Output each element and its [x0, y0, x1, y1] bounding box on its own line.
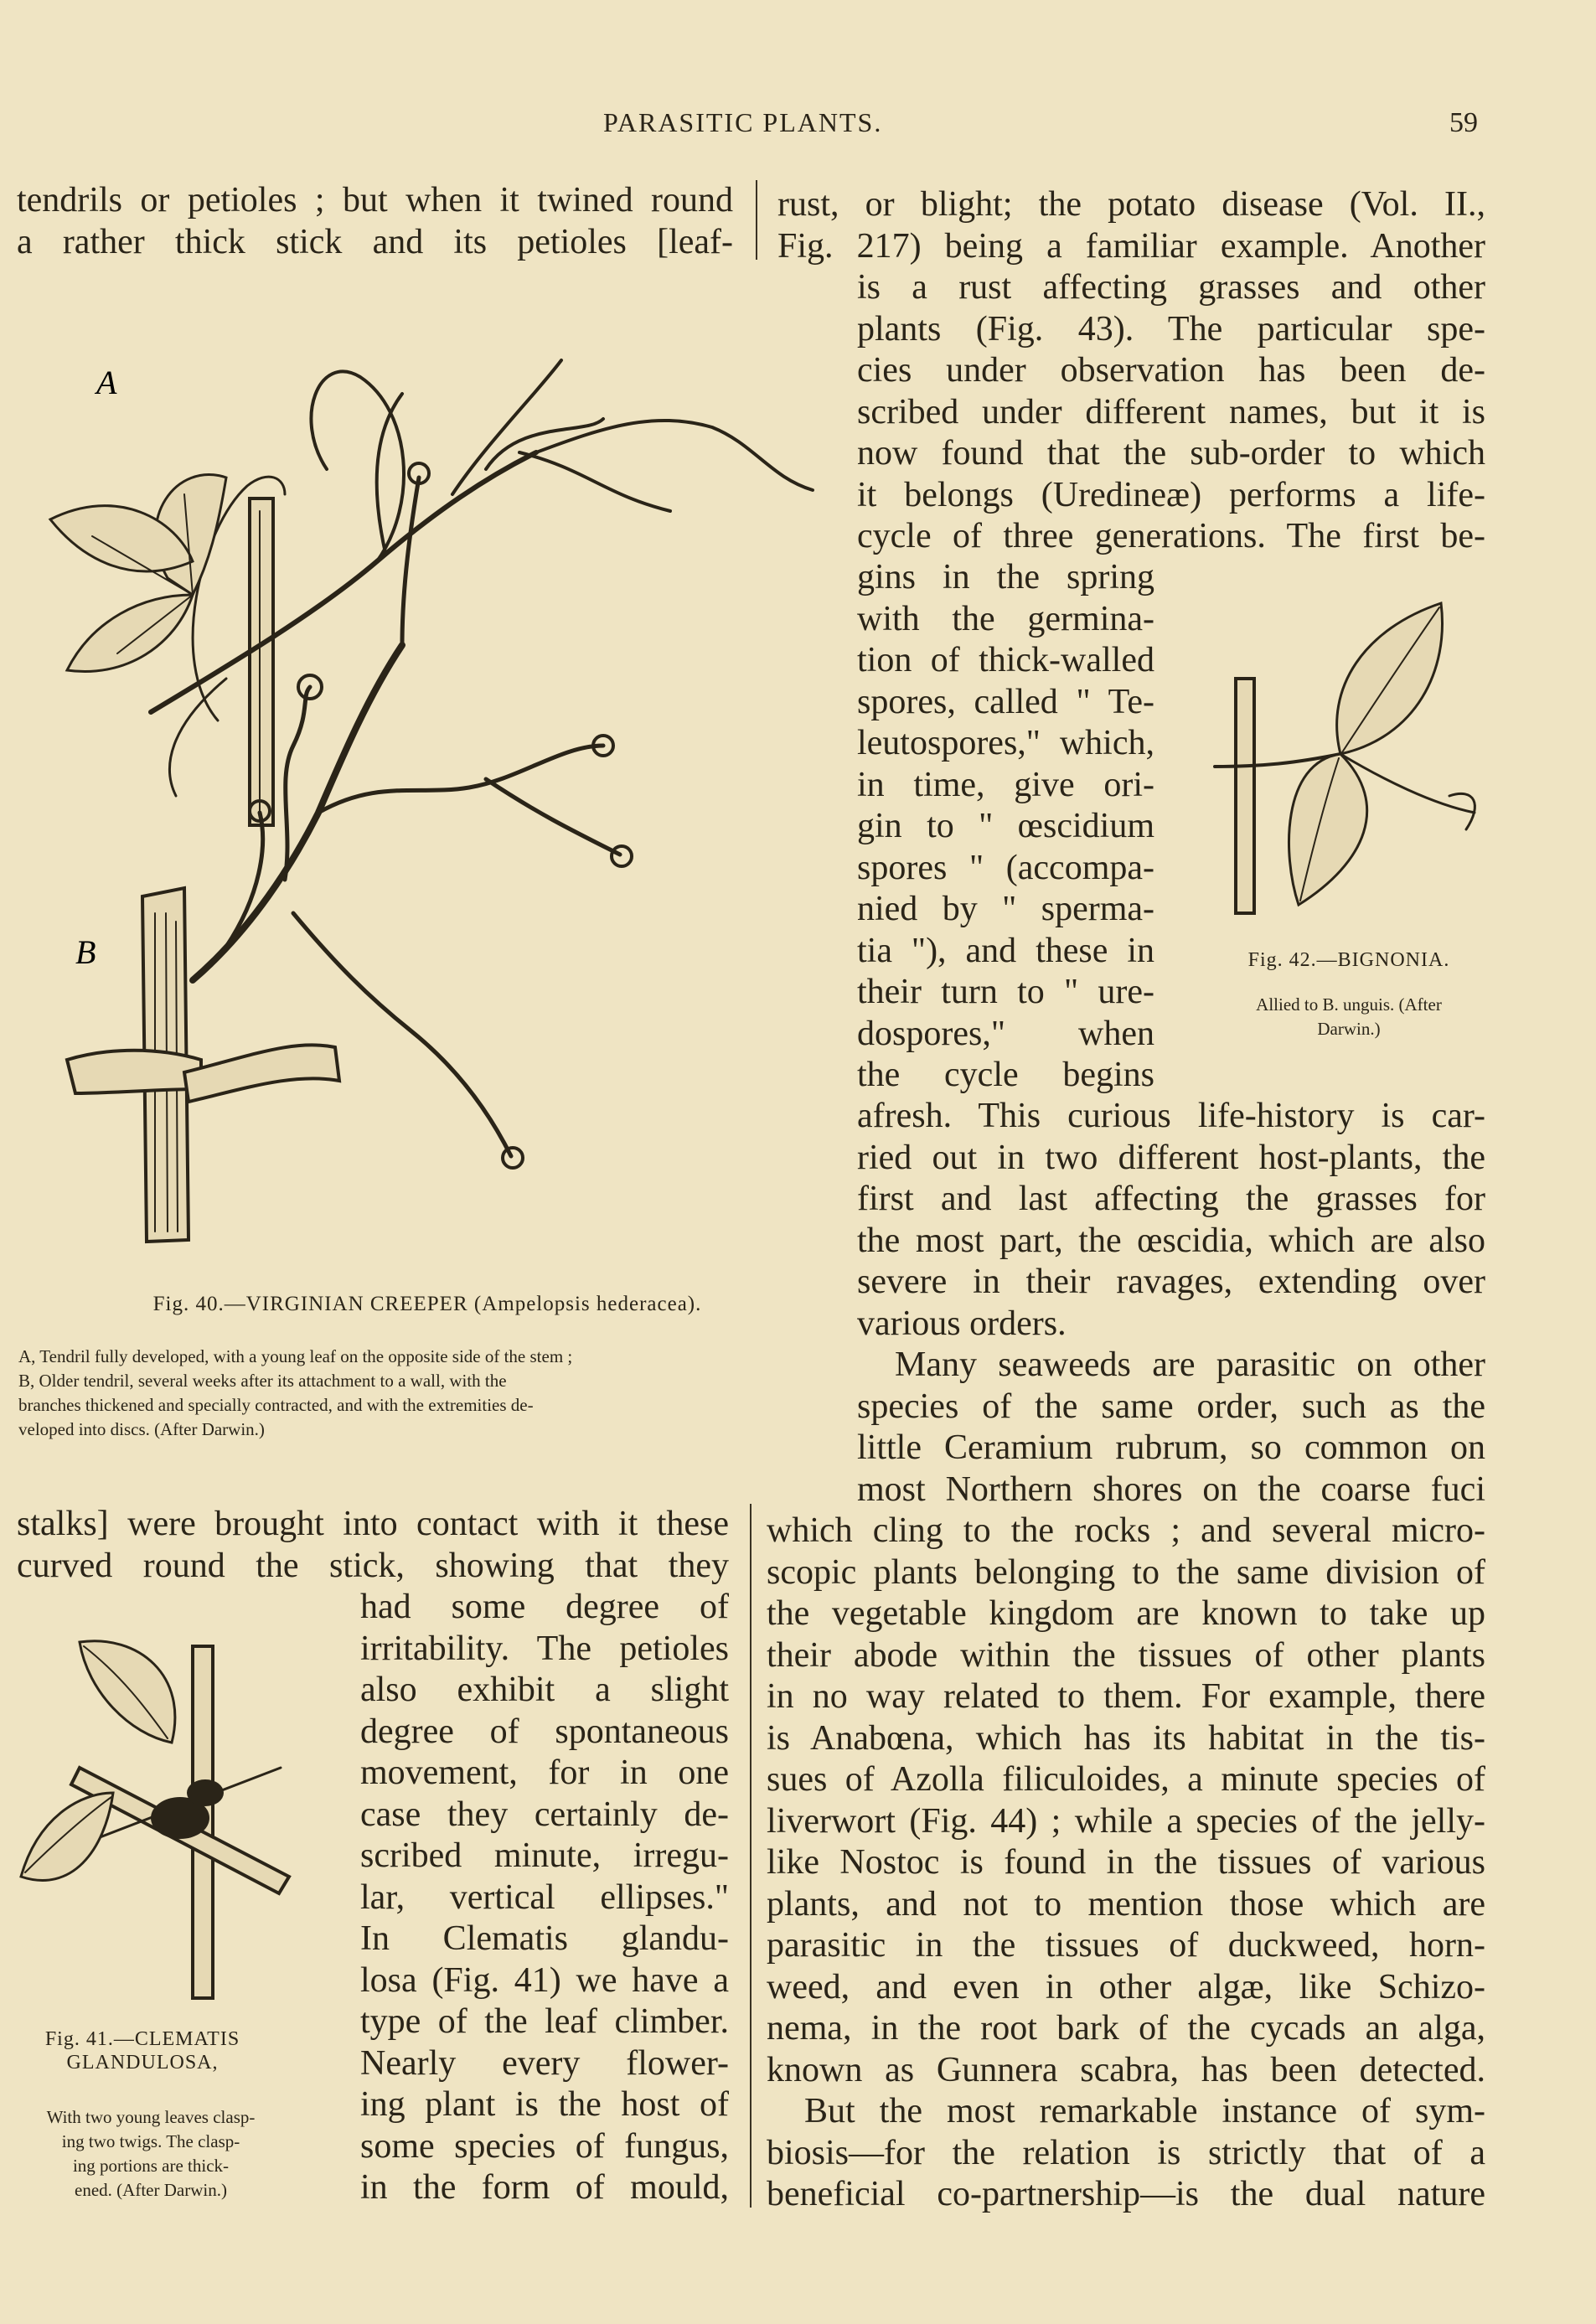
- text-line: it belongs (Uredineæ) performs a life-: [857, 475, 1485, 514]
- text-line: plants (Fig. 43). The particular spe-: [857, 309, 1485, 349]
- text-line: rust, or blight; the potato disease (Vol. II.,: [777, 185, 1485, 224]
- fig40-note: [18, 1345, 839, 1442]
- right-text-block-1: [857, 267, 1485, 558]
- text-line: first and last affecting the grasses for: [857, 1180, 1485, 1218]
- left-top-text: [17, 180, 733, 263]
- column-rule-top: [756, 180, 757, 260]
- note-line: ing portions are thick-: [72, 2156, 230, 2176]
- fig40-label-b: B: [75, 933, 96, 971]
- left-mid-text: [17, 1504, 729, 1587]
- text-line: is a rust affecting grasses and other: [857, 268, 1485, 307]
- text-line: cycle of three generations. The first be-: [857, 517, 1485, 555]
- text-line: tia "), and these in: [857, 931, 1154, 970]
- right-narrow-text: [857, 557, 1154, 1097]
- text-line: is Anabœna, which has its habitat in the tis-: [767, 1718, 1485, 1758]
- text-line: severe in their ravages, extending over: [857, 1263, 1485, 1301]
- text-line: type of the leaf climber.: [360, 2002, 729, 2041]
- note-line: B, Older tendril, several weeks after its attachment to a wall, with the: [18, 1371, 507, 1391]
- text-line: stalks] were brought into contact with it these: [17, 1505, 729, 1543]
- fig41-illustration: [13, 1625, 348, 2019]
- fig41-note: [8, 2105, 293, 2203]
- text-line: in the form of mould,: [360, 2168, 729, 2207]
- text-line: irritability. The petioles: [360, 1629, 729, 1668]
- text-line: nema, in the root bark of the cycads an alga,: [767, 2009, 1485, 2048]
- note-line: ing two twigs. The clasp-: [61, 2131, 240, 2151]
- text-line: the vegetable kingdom are known to take up: [767, 1594, 1485, 1633]
- text-line: nied by " sperma-: [857, 890, 1154, 928]
- note-line: branches thickened and specially contracted, and with the extremities de-: [18, 1395, 534, 1415]
- text-line: in no way related to them. For example, there: [767, 1677, 1485, 1716]
- text-line: a rather thick stick and its petioles [leaf-: [17, 222, 733, 261]
- text-line: their turn to " ure-: [857, 973, 1154, 1011]
- fig40-label-a: A: [96, 364, 117, 401]
- text-line: like Nostoc is found in the tissues of various: [767, 1843, 1485, 1882]
- text-line: sues of Azolla filiculoides, a minute species of: [767, 1760, 1485, 1799]
- text-line: spores, called " Te-: [857, 682, 1154, 721]
- text-line: degree of spontaneous: [360, 1712, 729, 1751]
- text-line: scopic plants belonging to the same division of: [767, 1552, 1485, 1592]
- fig40a-leaf: [50, 475, 226, 672]
- text-line: plants, and not to mention those which are: [767, 1884, 1485, 1924]
- text-line: now found that the sub-order to which: [857, 434, 1485, 473]
- text-line: ing plant is the host of: [360, 2085, 729, 2124]
- text-line: species of the same order, such as the: [857, 1387, 1485, 1426]
- text-line: case they certainly de-: [360, 1795, 729, 1834]
- text-line: Nearly every flower-: [360, 2043, 729, 2083]
- left-bottom-text: [360, 1587, 729, 2209]
- running-title: PARASITIC PLANTS.: [603, 107, 883, 137]
- text-line: weed, and even in other algæ, like Schizo-: [767, 1967, 1485, 2006]
- text-line: had some degree of: [360, 1588, 729, 1626]
- text-line: leutospores," which,: [857, 724, 1154, 762]
- text-line: most Northern shores on the coarse fuci: [857, 1469, 1485, 1509]
- note-line: ened. (After Darwin.): [75, 2180, 227, 2200]
- fig40b-branch: [67, 888, 339, 1242]
- right-top-text: [777, 184, 1485, 267]
- text-line: cies under observation has been de-: [857, 351, 1485, 390]
- note-line: veloped into discs. (After Darwin.): [18, 1419, 265, 1439]
- fig42-note: [1198, 993, 1500, 1041]
- text-line: known as Gunnera scabra, has been detected.: [767, 2050, 1485, 2089]
- text-line: little Ceramium rubrum, so common on: [857, 1428, 1485, 1467]
- text-line: various orders.: [857, 1304, 1067, 1343]
- text-line: curved round the stick, showing that they: [17, 1546, 729, 1585]
- caption-line: GLANDULOSA,: [66, 2052, 219, 2074]
- text-line: afresh. This curious life-history is car-: [857, 1097, 1485, 1135]
- text-line: spores " (accompa-: [857, 848, 1154, 887]
- text-line: ried out in two different host-plants, the: [857, 1138, 1485, 1177]
- text-line: Fig. 217) being a familiar example. Another: [777, 226, 1485, 266]
- text-line: But the most remarkable instance of sym-: [804, 2092, 1485, 2130]
- text-line: liverwort (Fig. 44) ; while a species of the jelly-: [767, 1801, 1485, 1841]
- text-line: biosis—for the relation is strictly that of a: [767, 2133, 1485, 2172]
- text-line: in time, give ori-: [857, 765, 1154, 804]
- text-line: also exhibit a slight: [360, 1671, 729, 1709]
- text-line: which cling to the rocks ; and several micro-: [767, 1511, 1485, 1550]
- right-text-block-2: [857, 1096, 1485, 1511]
- fig40-caption: Fig. 40.—VIRGINIAN CREEPER (Ampelopsis hederacea).: [152, 1293, 702, 1315]
- text-line: tendrils or petioles ; but when it twined round: [17, 181, 733, 219]
- text-line: gin to " œscidium: [857, 807, 1154, 845]
- text-line: movement, for in one: [360, 1753, 729, 1792]
- note-line: A, Tendril fully developed, with a young leaf on the opposite side of the stem ;: [18, 1346, 573, 1366]
- text-line: their abode within the tissues of other plants: [767, 1635, 1485, 1675]
- text-line: the cycle begins: [857, 1056, 1154, 1094]
- text-line: some species of fungus,: [360, 2126, 729, 2166]
- text-line: dospores," when: [857, 1014, 1154, 1053]
- text-line: beneficial co-partnership—is the dual nature: [767, 2175, 1485, 2213]
- text-line: scribed under different names, but it is: [857, 392, 1485, 431]
- text-line: parasitic in the tissues of duckweed, horn-: [767, 1926, 1485, 1965]
- note-line: Darwin.): [1317, 1019, 1381, 1039]
- note-line: Allied to B. unguis. (After: [1256, 994, 1442, 1015]
- text-line: gins in the spring: [857, 558, 1154, 596]
- fig41-caption: [17, 2027, 268, 2074]
- fig42-caption: Fig. 42.—BIGNONIA.: [1247, 949, 1450, 971]
- column-rule-bottom: [750, 1504, 752, 2208]
- fig40-illustration: [17, 310, 846, 1290]
- text-line: tion of thick-walled: [857, 641, 1154, 679]
- text-line: lar, vertical ellipses.": [360, 1877, 729, 1917]
- right-bottom-text: [767, 1511, 1485, 2216]
- text-line: Many seaweeds are parasitic on other: [895, 1345, 1485, 1384]
- text-line: In Clematis glandu-: [360, 1919, 729, 1958]
- text-line: with the germina-: [857, 599, 1154, 638]
- page-number: 59: [1449, 107, 1478, 138]
- text-line: scribed minute, irregu-: [360, 1836, 729, 1875]
- text-line: the most part, the œscidia, which are also: [857, 1221, 1485, 1260]
- fig40a-stick: [250, 498, 273, 825]
- fig42-illustration: [1198, 586, 1500, 930]
- text-line: losa (Fig. 41) we have a: [360, 1960, 729, 2000]
- caption-line: Fig. 41.—CLEMATIS: [44, 2028, 240, 2050]
- note-line: With two young leaves clasp-: [46, 2107, 256, 2127]
- fig42-leaves: [1289, 603, 1442, 905]
